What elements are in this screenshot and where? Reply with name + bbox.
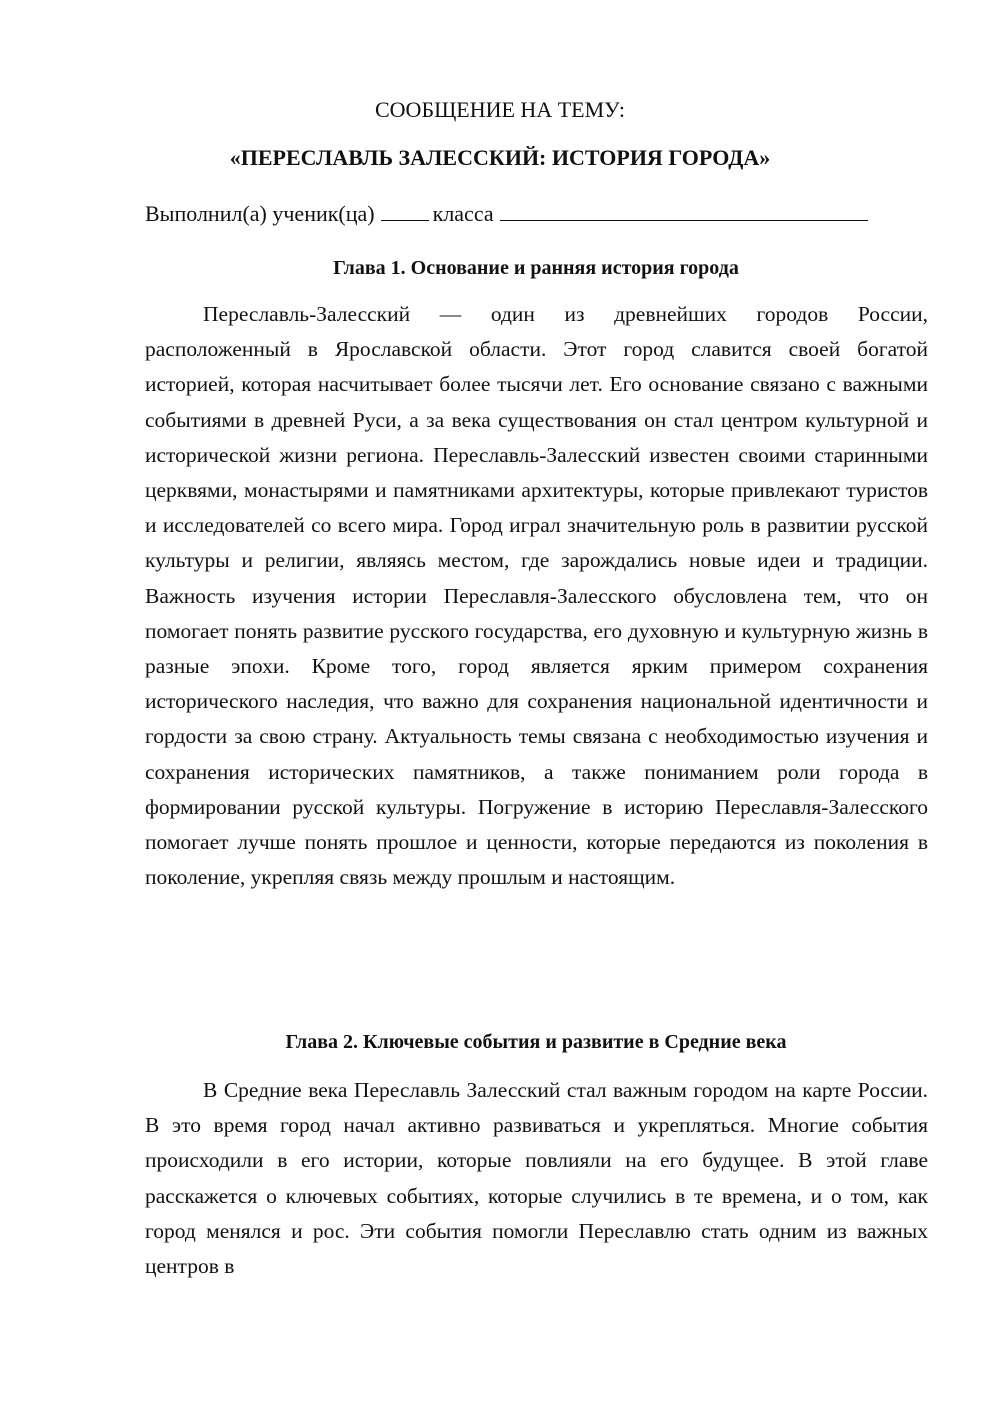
author-line	[145, 198, 935, 229]
author-name-blank	[500, 198, 868, 221]
author-prefix: Выполнил(а) ученик(ца)	[145, 201, 375, 226]
chapter-2-paragraph: В Средние века Переславль Залесский стал важным городом на карте России. В это время город начал активно развиваться и укрепляться. Многие события происходили в его истории, которые повлияли на его будущее. В этой главе расскажется о ключевых событиях, которые случились в те времена, и о том, как город менялся и рос. Эти события помогли Переславлю стать одним из важных центров в	[145, 1078, 928, 1279]
chapter-1-paragraph: Переславль-Залесский — один из древнейших городов России, расположенный в Ярославской области. Этот город славится своей богатой историей, которая насчитывает более тысячи лет. Его основание связано с важными событиями в древней Руси, а за века существования он стал центром культурной и исторической жизни региона. Переславль-Залесский известен своими старинными церквями, монастырями и памятниками архитектуры, которые привлекают туристов и исследователей со всего мира. Город играл значительную роль в развитии русской культуры и религии, являясь местом, где зарождались новые идеи и традиции. Важность изучения истории Переславля-Залесского обусловлена тем, что он помогает понять развитие русского государства, его духовную и культурную жизнь в разные эпохи. Кроме того, город является ярким примером сохранения исторического наследия, что важно для сохранения национальной идентичности и гордости за свою страну. Актуальность темы связана с необходимостью изучения и сохранения исторических памятников, а также пониманием роли города в формировании русской культуры. Погружение в историю Переславля-Залесского помогает лучше понять прошлое и ценности, которые передаются из поколения в поколение, укрепляя связь между прошлым и настоящим.	[145, 302, 928, 890]
document-title-line-2: «ПЕРЕСЛАВЛЬ ЗАЛЕССКИЙ: ИСТОРИЯ ГОРОДА»	[229, 145, 771, 170]
chapter-2-heading: Глава 2. Ключевые события и развитие в Средние века	[285, 1031, 787, 1053]
chapter-1-heading: Глава 1. Основание и ранняя история города	[333, 257, 739, 279]
class-label: класса	[432, 201, 494, 226]
document-title-line-1: СООБЩЕНИЕ НА ТЕМУ:	[375, 97, 625, 122]
class-number-blank	[381, 198, 429, 221]
